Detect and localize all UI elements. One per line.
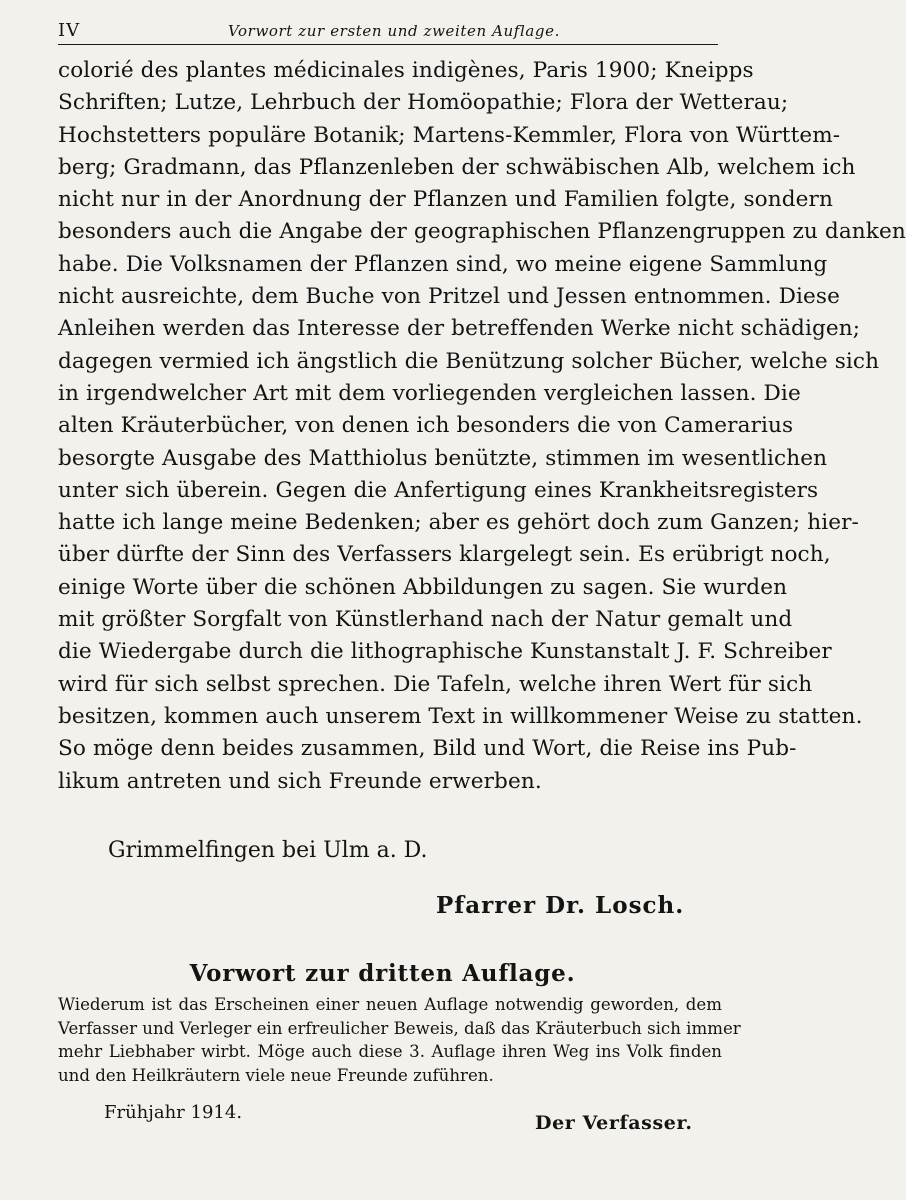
signature: Pfarrer Dr. Losch.: [436, 892, 685, 919]
body-line: über dürfte der Sinn des Verfassers klargelegt sein. Es erübrigt noch,: [58, 542, 831, 568]
running-head: Vorwort zur ersten und zweiten Auflage.: [228, 22, 560, 40]
body-line: besitzen, kommen auch unserem Text in willkommener Weise zu statten.: [58, 703, 863, 729]
body-line: Schriften; Lutze, Lehrbuch der Homöopathie; Flora der Wetterau;: [58, 90, 789, 116]
body-line: nicht nur in der Anordnung der Pflanzen und Familien folgte, sondern: [58, 187, 833, 213]
body-line: Hochstetters populäre Botanik; Martens-Kemmler, Flora von Württem-: [58, 122, 841, 148]
body-line: So möge denn beides zusammen, Bild und Wort, die Reise ins Pub-: [58, 736, 797, 762]
body-line: besonders auch die Angabe der geographischen Pflanzengruppen zu danken: [58, 219, 906, 245]
author-signature: Der Verfasser.: [535, 1112, 693, 1134]
body-line: die Wiedergabe durch die lithographische Kunstanstalt J. F. Schreiber: [58, 639, 832, 665]
small-line: mehr Liebhaber wirbt. Möge auch diese 3. Auflage ihren Weg ins Volk finden: [58, 1042, 722, 1062]
body-line: likum antreten und sich Freunde erwerben.: [58, 768, 542, 794]
body-line: habe. Die Volksnamen der Pflanzen sind, wo meine eigene Sammlung: [58, 251, 828, 277]
body-line: mit größter Sorgfalt von Künstlerhand nach der Natur gemalt und: [58, 607, 793, 633]
body-line: unter sich überein. Gegen die Anfertigung eines Krankheitsregisters: [58, 477, 819, 503]
body-line: alten Kräuterbücher, von denen ich besonders die von Camerarius: [58, 413, 794, 439]
third-edition-preface: [58, 993, 741, 1088]
body-line: wird für sich selbst sprechen. Die Tafeln, welche ihren Wert für sich: [58, 671, 813, 697]
body-line: dagegen vermied ich ängstlich die Benützung solcher Bücher, welche sich: [58, 348, 880, 374]
place-line: Grimmelfingen bei Ulm a. D.: [108, 838, 428, 863]
page-number: IV: [58, 20, 81, 41]
preface-body: [58, 55, 906, 798]
page-header: [58, 18, 718, 45]
body-line: besorgte Ausgabe des Matthiolus benützte, stimmen im wesentlichen: [58, 445, 828, 471]
section-title: Vorwort zur dritten Auflage.: [189, 960, 576, 987]
body-line: Anleihen werden das Interesse der betreffenden Werke nicht schädigen;: [58, 316, 861, 342]
body-line: berg; Gradmann, das Pflanzenleben der schwäbischen Alb, welchem ich: [58, 154, 856, 180]
body-line: einige Worte über die schönen Abbildungen zu sagen. Sie wurden: [58, 574, 788, 600]
small-line: Wiederum ist das Erscheinen einer neuen Auflage notwendig geworden, dem: [58, 995, 722, 1014]
body-line: hatte ich lange meine Bedenken; aber es gehört doch zum Ganzen; hier-: [58, 510, 859, 536]
body-line: nicht ausreichte, dem Buche von Pritzel und Jessen entnommen. Diese: [58, 284, 840, 310]
small-line: Verfasser und Verleger ein erfreulicher Beweis, daß das Kräuterbuch sich immer: [58, 1018, 741, 1038]
body-line: colorié des plantes médicinales indigènes, Paris 1900; Kneipps: [58, 58, 754, 83]
small-line: und den Heilkräutern viele neue Freunde zuführen.: [58, 1066, 494, 1086]
body-line: in irgendwelcher Art mit dem vorliegenden vergleichen lassen. Die: [58, 380, 801, 406]
date-line: Frühjahr 1914.: [104, 1102, 243, 1123]
